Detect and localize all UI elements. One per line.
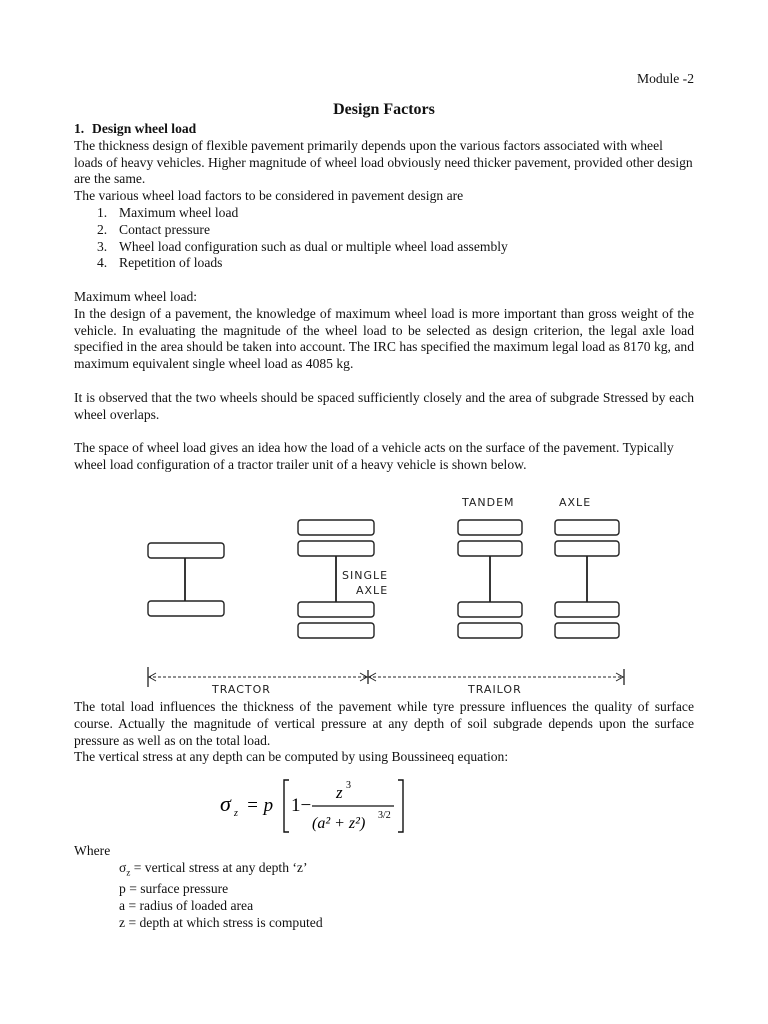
section-heading bbox=[74, 121, 694, 138]
wheel-icon bbox=[148, 601, 224, 616]
eq-one-minus: 1− bbox=[291, 795, 312, 816]
definition-item bbox=[119, 898, 694, 915]
def-symbol: a bbox=[119, 898, 126, 914]
wheel-configuration-figure bbox=[72, 490, 642, 700]
single-label: SINGLE bbox=[342, 569, 389, 582]
single-axle-label: AXLE bbox=[356, 584, 389, 597]
list-number: 1. bbox=[97, 204, 108, 220]
list-text: Repetition of loads bbox=[119, 255, 223, 271]
where-label: Where bbox=[74, 843, 111, 858]
module-label: Module -2 bbox=[636, 71, 694, 86]
eq-denominator-power: 3/2 bbox=[378, 810, 391, 821]
max-wheel-load-heading: Maximum wheel load: bbox=[74, 288, 198, 304]
list-text: Maximum wheel load bbox=[119, 204, 239, 220]
wheel-icon bbox=[458, 602, 522, 617]
intro-section bbox=[74, 121, 694, 474]
page-title: Design Factors bbox=[333, 101, 435, 118]
wheel-icon bbox=[555, 623, 619, 638]
eq-numerator-power: 3 bbox=[346, 780, 351, 791]
eq-equals-p: = p bbox=[246, 795, 274, 816]
definitions-list bbox=[119, 860, 694, 932]
wheel-icon bbox=[458, 623, 522, 638]
definition-item bbox=[119, 881, 694, 898]
boussinesq-equation bbox=[218, 776, 418, 836]
list-number: 3. bbox=[97, 238, 108, 254]
wheel-icon bbox=[298, 520, 374, 535]
wheel-icon bbox=[555, 602, 619, 617]
tandem-axle-label: AXLE bbox=[559, 496, 592, 509]
stress-section bbox=[74, 699, 694, 766]
left-bracket bbox=[284, 780, 289, 832]
configuration-paragraph: The space of wheel load gives an idea how the load of a vehicle acts on the surface of the pavement. Typically wheel load configuration of a tractor trailer unit of a heavy vehicle is shown below. bbox=[74, 440, 674, 472]
wheel-icon bbox=[458, 520, 522, 535]
def-symbol: p bbox=[119, 881, 126, 897]
intro-paragraph: The thickness design of flexible pavement primarily depends upon the various factors associated with wheel loads of heavy vehicles. Higher magnitude of wheel load obviously need thicker pavement, provided other design are the same. bbox=[74, 137, 693, 187]
def-text: = radius of loaded area bbox=[125, 898, 254, 914]
list-item bbox=[74, 205, 694, 222]
def-sub: z bbox=[126, 867, 131, 878]
def-symbol: z bbox=[119, 914, 126, 930]
trailer-label: TRAILOR bbox=[468, 683, 522, 696]
list-text: Contact pressure bbox=[119, 221, 210, 237]
def-symbol: σ bbox=[119, 859, 127, 875]
eq-denominator: (a² + z²) bbox=[312, 815, 366, 832]
list-item bbox=[74, 222, 694, 239]
wheel-icon bbox=[148, 543, 224, 558]
spacing-paragraph: It is observed that the two wheels should be spaced sufficiently closely and the area of subgrade Stressed by each wheel overlaps. bbox=[74, 389, 694, 422]
list-item bbox=[74, 239, 694, 256]
factors-intro: The various wheel load factors to be considered in pavement design are bbox=[74, 188, 464, 204]
definition-item bbox=[119, 915, 694, 932]
wheel-icon bbox=[458, 541, 522, 556]
wheel-icon bbox=[298, 541, 374, 556]
factors-list bbox=[74, 205, 694, 272]
def-text: = vertical stress at any depth ‘z’ bbox=[130, 859, 308, 875]
list-number: 2. bbox=[97, 221, 108, 237]
tandem-label: TANDEM bbox=[462, 496, 515, 509]
wheel-icon bbox=[555, 520, 619, 535]
total-load-paragraph: The total load influences the thickness of the pavement while tyre pressure influences the quality of surface course. Actually the magnitude of vertical pressure at any depth of soil subgrade depends upon the surface pressure as well as on the total load. bbox=[74, 699, 694, 748]
section-heading-text: Design wheel load bbox=[92, 121, 197, 136]
definition-item bbox=[119, 860, 694, 882]
eq-sigma: σ bbox=[220, 791, 231, 816]
eq-sigma-sub: z bbox=[234, 808, 238, 819]
list-item bbox=[74, 255, 694, 272]
list-number: 4. bbox=[97, 255, 108, 271]
tractor-label: TRACTOR bbox=[212, 683, 271, 696]
wheel-icon bbox=[298, 623, 374, 638]
def-text: = surface pressure bbox=[125, 881, 229, 897]
list-text: Wheel load configuration such as dual or multiple wheel load assembly bbox=[119, 238, 508, 254]
boussinesq-intro: The vertical stress at any depth can be computed by using Boussineeq equation: bbox=[74, 749, 509, 765]
right-bracket bbox=[398, 780, 403, 832]
def-text: = depth at which stress is computed bbox=[125, 914, 323, 930]
section-number: 1. bbox=[74, 121, 85, 136]
wheel-icon bbox=[298, 602, 374, 617]
wheel-icon bbox=[555, 541, 619, 556]
where-section bbox=[74, 843, 694, 932]
eq-numerator: z bbox=[336, 783, 343, 802]
max-wheel-load-paragraph: In the design of a pavement, the knowledge of maximum wheel load is more important than gross weight of the vehicle. In evaluating the magnitude of the wheel load to be selected as design criterion, the legal axle load specified in the area should be taken into account. The IRC has specified the maximum legal load as 8170 kg, and maximum equivalent single wheel load as 4085 kg. bbox=[74, 305, 694, 372]
